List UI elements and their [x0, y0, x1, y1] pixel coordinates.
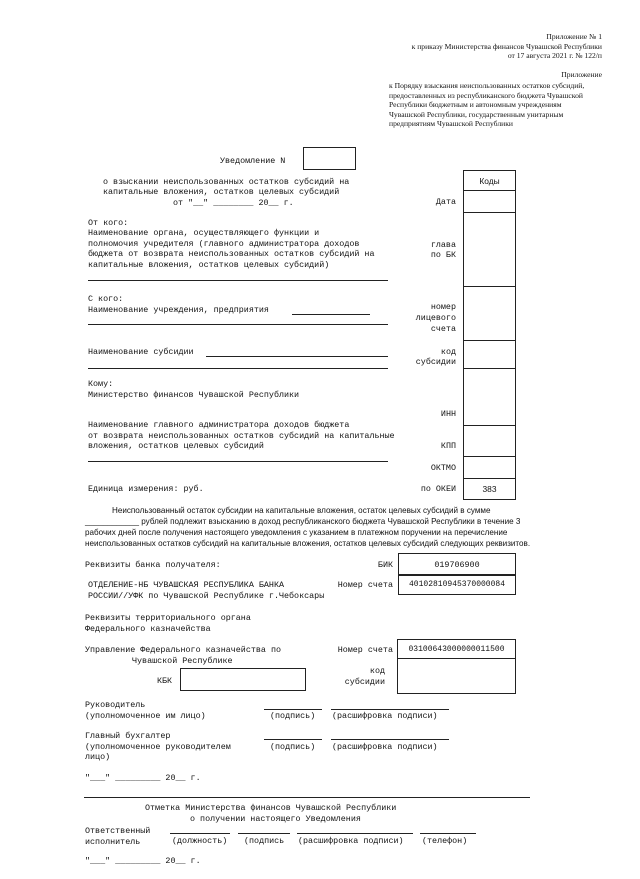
kod-label: код	[369, 666, 385, 676]
label-subsidii: субсидии	[415, 357, 456, 367]
notice-label: Уведомление N	[220, 156, 286, 166]
label-glava: глава	[430, 240, 456, 250]
from-line: бюджета от возврата неиспользованных остатков субсидий на	[88, 249, 375, 259]
to-admin-line: от возврата неиспользованных остатков субсидий на капитальные	[88, 431, 395, 441]
from-line: Наименование органа, осуществляющего функции и	[88, 228, 320, 238]
to-label: Кому:	[88, 379, 114, 389]
notice-date-line: от "__" ________ 20__ г.	[173, 198, 294, 208]
notice-subtitle-2: капитальные вложения, остатков целевых субсидий	[103, 187, 340, 197]
appendix-2-line: предприятиям Чувашской Республики	[389, 119, 513, 129]
okei-value: 383	[482, 484, 497, 494]
subsidy-name-label: Наименование субсидии	[88, 347, 194, 357]
to-admin-line: Наименование главного администратора доходов бюджета	[88, 420, 350, 430]
accountant-sub-label-2: лицо)	[85, 752, 111, 762]
unit-label: Единица измерения: руб.	[88, 484, 204, 494]
footer-phone-line	[420, 833, 476, 834]
footer-title-1: Отметка Министерства финансов Чувашской Республики	[145, 803, 397, 813]
appendix-2-line: к Порядку взыскания неиспользованных остатков субсидий,	[389, 81, 585, 90]
footer-podpis-line	[238, 833, 290, 834]
bik-value: 019706900	[434, 560, 480, 570]
head-label: Руководитель	[85, 700, 146, 710]
appendix-2	[561, 70, 602, 80]
appendix-2-title: Приложение	[561, 70, 602, 79]
head-sign-line	[264, 709, 322, 710]
notice-number-field[interactable]	[303, 147, 356, 170]
withdraw-fill-line	[292, 314, 370, 315]
treasury-label-1: Реквизиты территориального органа	[85, 613, 251, 623]
footer-date-line: "___" _________ 20__ г.	[85, 856, 201, 866]
accountant-sign-line	[264, 739, 322, 740]
treasury-label-2: Федерального казначейства	[85, 624, 211, 634]
notice-subtitle-1: о взыскании неиспользованных остатков субсидий на	[103, 177, 350, 187]
appendix-2-body	[389, 81, 601, 129]
label-po-bk: по БК	[430, 250, 456, 260]
footer-podpis: (подпись	[244, 836, 285, 846]
footer-resp-2: исполнитель	[85, 837, 141, 847]
subsidii-label: субсидии	[344, 677, 385, 687]
head-sub-label: (уполномоченное им лицо)	[85, 711, 206, 721]
subsidy-fill-line	[206, 356, 388, 357]
head-podpis: (подпись)	[270, 711, 316, 721]
accountant-rasshifrovka: (расшифровка подписи)	[332, 742, 438, 752]
bik-label: БИК	[377, 560, 393, 570]
withdraw-label: С кого:	[88, 294, 124, 304]
paragraph-line-2: ____________ рублей подлежит взысканию в доход республиканского бюджета Чувашской Республики в течение 3	[85, 517, 521, 526]
footer-dolzhnost-line	[170, 833, 230, 834]
accountant-name-line	[331, 739, 449, 740]
to-fill-line	[88, 461, 388, 462]
appendix-2-line: Республики бюджетным и автономным учреждениям	[389, 100, 562, 110]
footer-rasshifrovka: (расшифровка подписи)	[298, 836, 404, 846]
appendix-1-order: к приказу Министерства финансов Чувашской Республики	[411, 41, 602, 51]
withdraw-line: Наименование учреждения, предприятия	[88, 305, 269, 315]
paragraph-line-1: Неиспользованный остаток субсидии на капитальные вложения, остаток целевых субсидий в сумме	[112, 506, 491, 515]
bank-account-label: Номер счета	[337, 580, 393, 590]
accountant-sub-label: (уполномоченное руководителем	[85, 742, 231, 752]
label-kod: код	[440, 347, 456, 357]
treasury-name-1: Управление Федерального казначейства по	[85, 645, 282, 655]
treasury-account-label: Номер счета	[337, 645, 393, 655]
label-licevogo: лицевого	[415, 313, 456, 323]
label-date: Дата	[435, 197, 456, 207]
to-admin-line: вложения, остатков целевых субсидий	[88, 441, 264, 451]
from-line: капитальные вложения, остатков целевых субсидий)	[88, 260, 330, 270]
label-kpp: КПП	[440, 441, 456, 451]
appendix-1-date: от 17 августа 2021 г. № 122/п	[507, 51, 602, 61]
footer-title-2: о получении настоящего Уведомления	[190, 814, 361, 824]
label-nomer: номер	[430, 302, 456, 312]
withdraw-fill-line-2	[88, 324, 388, 325]
from-fill-line	[88, 280, 388, 281]
treasury-name-2: Чувашской Республике	[132, 656, 233, 666]
footer-dolzhnost: (должность)	[172, 836, 228, 846]
bank-name-1: ОТДЕЛЕНИЕ-НБ ЧУВАШСКАЯ РЕСПУБЛИКА БАНКА	[88, 580, 285, 590]
kbk-field[interactable]	[180, 668, 306, 691]
appendix-2-line: Чувашской Республики, государственным унитарным	[389, 109, 564, 119]
label-oktmo: ОКТМО	[430, 463, 456, 473]
paragraph-line-3: рабочих дней после получения настоящего уведомления с указанием в платежном поручении на перечисление	[85, 528, 508, 537]
subsidy-fill-line-2	[88, 368, 388, 369]
signature-date-line: "___" _________ 20__ г.	[85, 773, 201, 783]
head-rasshifrovka: (расшифровка подписи)	[332, 711, 438, 721]
bank-account-value: 40102810945370000084	[408, 580, 505, 589]
bank-label: Реквизиты банка получателя:	[85, 560, 221, 570]
footer-telefon: (телефон)	[422, 836, 468, 846]
to-line: Министерство финансов Чувашской Республики	[88, 390, 300, 400]
bank-name-2: РОССИИ//УФК по Чувашской Республике г.Чебоксары	[88, 591, 325, 601]
footer-divider	[84, 797, 530, 798]
treasury-account-value: 03100643000000011500	[408, 645, 505, 654]
footer-name-line	[297, 833, 413, 834]
footer-resp-1: Ответственный	[85, 826, 151, 836]
label-inn: ИНН	[440, 409, 456, 419]
codes-column	[463, 170, 516, 500]
appendix-1-title: Приложение № 1	[546, 32, 602, 41]
paragraph-line-4: неиспользованных остатков субсидий на капитальные вложения, остатков целевых субсидий следующих реквизитов.	[85, 539, 531, 548]
label-po-okei: по ОКЕИ	[420, 484, 456, 494]
accountant-label: Главный бухгалтер	[85, 731, 171, 741]
accountant-podpis: (подпись)	[270, 742, 316, 752]
codes-header: Коды	[479, 176, 500, 186]
kbk-label: КБК	[157, 676, 173, 686]
label-scheta: счета	[430, 324, 456, 334]
from-label: От кого:	[88, 218, 129, 228]
from-line: полномочия учредителя (главного администратора доходов	[88, 239, 360, 249]
appendix-1	[412, 32, 602, 61]
head-name-line	[331, 709, 449, 710]
appendix-2-line: предоставленных из республиканского бюджета Чувашской	[389, 90, 583, 100]
